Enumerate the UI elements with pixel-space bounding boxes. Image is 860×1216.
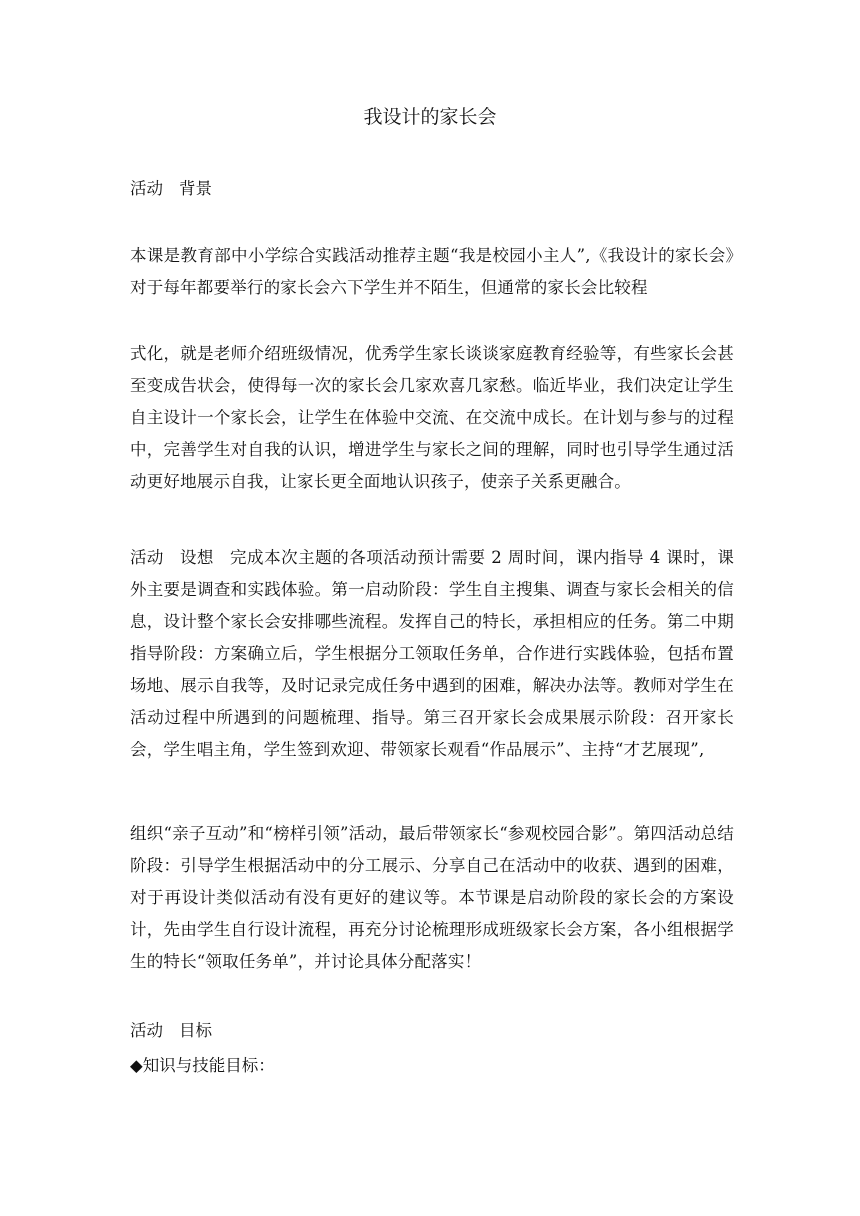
heading-word: 活动 — [130, 548, 164, 567]
heading-word: 背景 — [179, 179, 212, 198]
section-heading-goals — [130, 1018, 734, 1044]
heading-word: 设想 — [179, 548, 214, 567]
design-paragraph-1 — [130, 542, 734, 766]
background-paragraph-1: 本课是教育部中小学综合实践活动推荐主题“我是校园小主人”,《我设计的家长会》对于每年都要举行的家长会六下学生并不陌生，但通常的家长会比较程 — [130, 246, 734, 297]
design-paragraph-2: 组织“亲子互动”和“榜样引领”活动，最后带领家长“参观校园合影”。第四活动总结阶段：引导学生根据活动中的分工展示、分享自己在活动中的收获、遇到的困难，对于再设计类似活动有没有更好的建议等。本节课是启动阶段的家长会的方案设计，先由学生自行设计流程，再充分讨论梳理形成班级家长会方案，各小组根据学生的特长“领取任务单”，并讨论具体分配落实！ — [130, 824, 734, 971]
heading-word: 目标 — [179, 1021, 212, 1040]
heading-word: 活动 — [130, 1021, 163, 1040]
heading-word: 活动 — [130, 179, 163, 198]
section-heading-background — [130, 176, 734, 202]
document-title: 我设计的家长会 — [363, 106, 497, 128]
goal-item-knowledge: ◆知识与技能目标： — [130, 1056, 275, 1075]
background-paragraph-2: 式化，就是老师介绍班级情况，优秀学生家长谈谈家庭教育经验等，有些家长会甚至变成告状会，使得每一次的家长会几家欢喜几家愁。临近毕业，我们决定让学生自主设计一个家长会，让学生在体验中交流、在交流中成长。在计划与参与的过程中，完善学生对自我的认识，增进学生与家长之间的理解，同时也引导学生通过活动更好地展示自我，让家长更全面地认识孩子，使亲子关系更融合。 — [130, 344, 734, 491]
design-text: 完成本次主题的各项活动预计需要 2 周时间，课内指导 4 课时，课外主要是调查和实践体验。第一启动阶段：学生自主搜集、调查与家长会相关的信息，设计整个家长会安排哪些流程。发挥自己的特长，承担相应的任务。第二中期指导阶段：方案确立后，学生根据分工领取任务单，合作进行实践体验，包括布置场地、展示自我等，及时记录完成任务中遇到的困难，解决办法等。教师对学生在活动过程中所遇到的问题梳理、指导。第三召开家长会成果展示阶段：召开家长会，学生唱主角，学生签到欢迎、带领家长观看“作品展示”、主持“才艺展现”, — [130, 548, 735, 759]
